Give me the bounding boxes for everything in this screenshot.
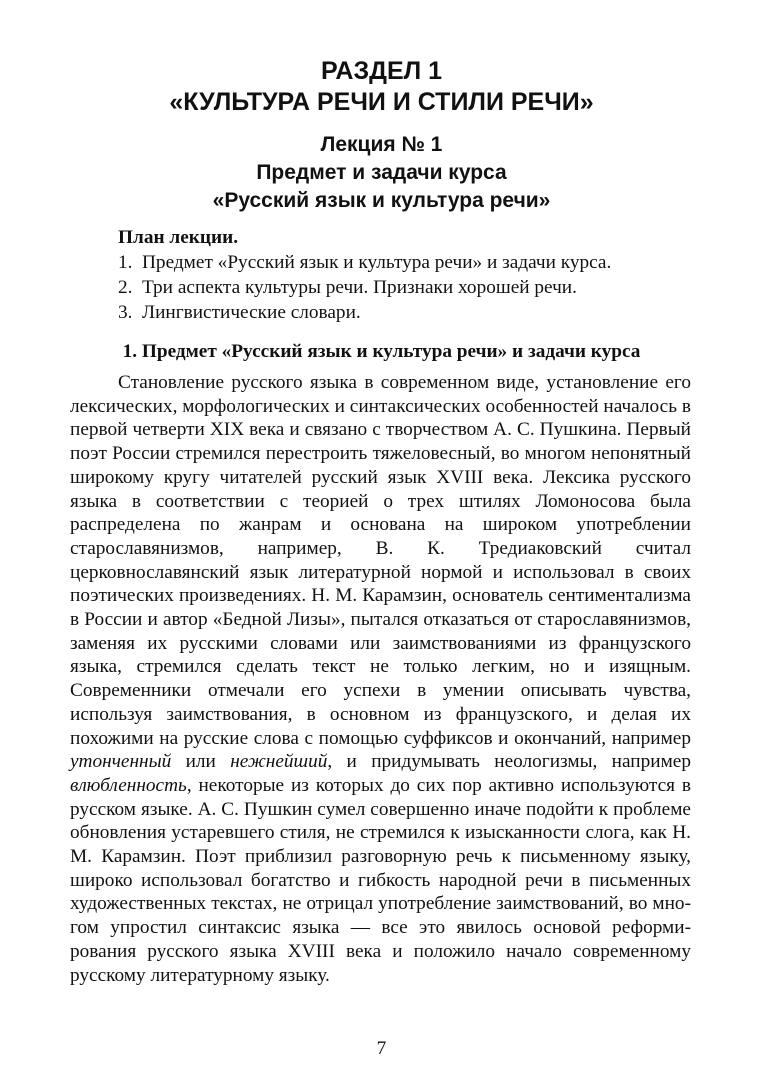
plan-item-number: 3. [118,302,133,323]
example-word-2: нежнейший [230,751,328,773]
plan-item-text: Три аспекта культуры речи. Признаки хорошей речи. [142,277,577,298]
section-title: «КУЛЬТУРА РЕЧИ И СТИЛИ РЕЧИ» [169,88,594,116]
section-number: РАЗДЕЛ 1 [320,57,443,85]
example-word-1: утонченный [70,751,172,773]
lecture-title-line-1: Предмет и задачи курса [256,161,507,184]
page-number: 7 [376,1038,387,1059]
lecture-title-line-2: «Русский язык и культура речи» [212,189,551,212]
subsection-title: 1. Предмет «Русский язык и культура речи» и задачи курса [122,341,641,362]
plan-item [118,300,698,325]
paragraph-text-part-2: , и придумывать неологизмы, например [327,751,691,773]
paragraph-text-part-3: , некоторые из которых до сих пор активно используются в русском языке. А. С. Пушкин сумел совершенно иначе подойти к проблеме обновления устаревшего стиля, не стремился к изысканности слога, как Н. М. Карамзин. Поэт приблизил разговорную речь к письменному языку, широко использовал богатство и гибкость народной речи в письменных художественных текстах, не отрицал употребление заимствований, во многом упростил синтаксис языка — все это явилось основой реформирования русского языка XVIII века и положило начало современному русскому литературному языку. [70,774,691,986]
paragraph-conjunction: или [171,751,231,773]
plan-item-number: 1. [118,252,133,273]
plan-item-text: Предмет «Русский язык и культура речи» и задачи курса. [142,252,612,273]
plan-item [118,250,698,275]
lecture-heading [0,131,763,215]
section-heading [0,56,763,118]
lecture-plan [118,225,698,325]
plan-item-text: Лингвистические словари. [142,302,361,323]
plan-item [118,275,698,300]
body-paragraph [70,371,691,987]
lecture-number: Лекция № 1 [320,133,443,156]
plan-title: План лекции. [118,227,239,248]
plan-list [118,250,698,325]
plan-item-number: 2. [118,277,133,298]
paragraph-text-part-1: Становление русского языка в современном виде, установление его лексических, морфологических и синтаксических особенностей началось в первой четверти XIX века и связано с творчеством А. С. Пушкина. Первый поэт России стремился перестроить тяжеловесный, во многом непонятный широкому кругу читателей русский язык XVIII века. Лексика русского языка в соответствии с теорией о трех штилях Ломоносова была распределена по жанрам и основана на широком употреблении старославянизмов, например, В. К. Тредиаковский считал церковнославянский язык литературной нормой и использовал в своих поэтических произведениях. Н. М. Карамзин, основатель сентиментализма в России и автор «Бедной Лизы», пытался отказаться от старославянизмов, заменяя их русскими словами или заимствованиями из французского языка, стремился сделать текст не только легким, но и изящным. Современники отмечали его успехи в умении описывать чувства, используя заимствования, в основном из французского, и делая их похожими на русские слова с помощью суффиксов и окончаний, например [70,372,691,749]
example-word-3: влюбленность [70,774,187,796]
